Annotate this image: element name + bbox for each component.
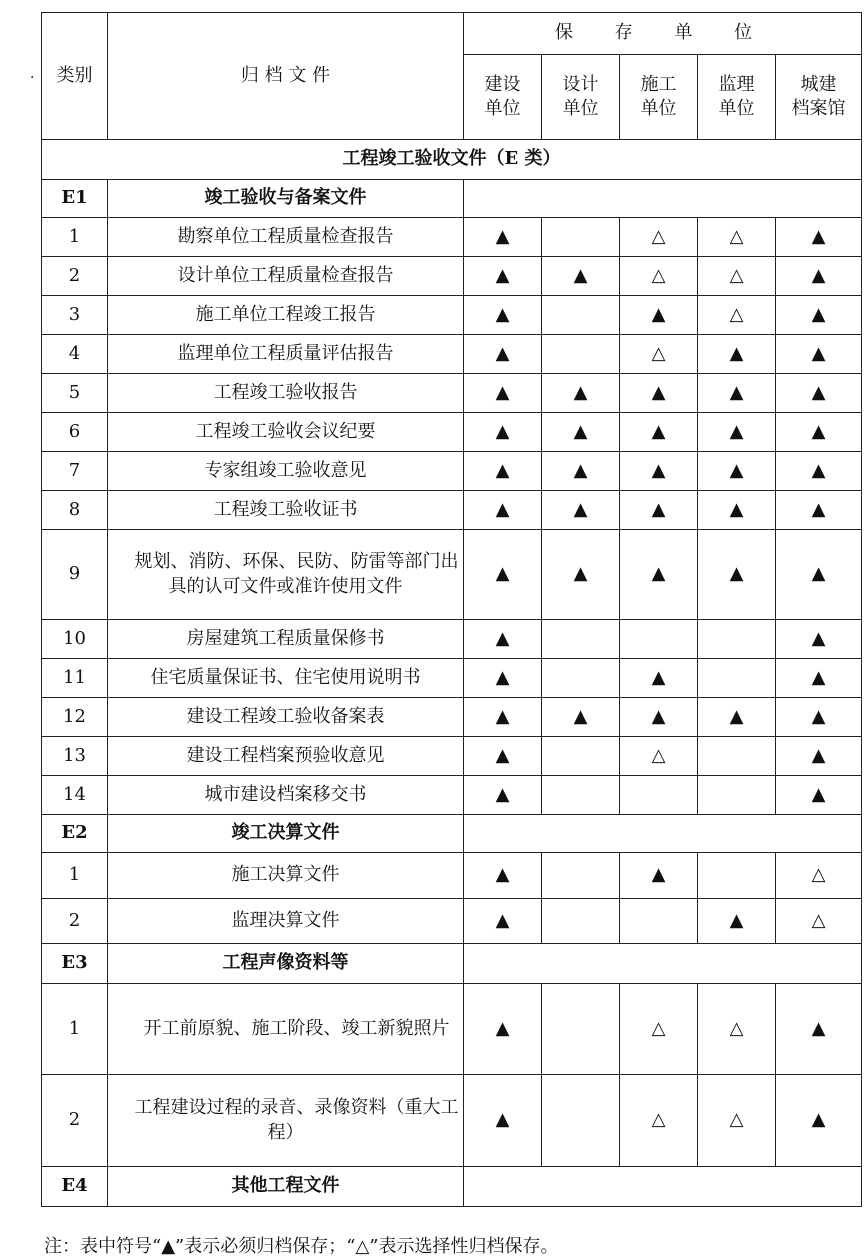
archive-mark: △ — [620, 1075, 698, 1167]
file-name: 规划、消防、环保、民防、防雷等部门出具的认可文件或准许使用文件 — [108, 530, 464, 620]
table-row — [42, 530, 862, 620]
row-number: 8 — [42, 491, 108, 530]
file-name: 工程竣工验收证书 — [108, 491, 464, 530]
archive-mark: ▲ — [776, 218, 862, 257]
table-row — [42, 620, 862, 659]
group-units-blank — [464, 1167, 862, 1207]
row-number: 5 — [42, 374, 108, 413]
archive-mark: ▲ — [698, 530, 776, 620]
group-title: 其他工程文件 — [108, 1167, 464, 1207]
archive-mark — [620, 899, 698, 944]
archive-mark: ▲ — [464, 1075, 542, 1167]
archive-mark: ▲ — [542, 413, 620, 452]
archive-mark: ▲ — [620, 296, 698, 335]
archive-mark: ▲ — [464, 452, 542, 491]
group-units-blank — [464, 180, 862, 218]
table-row — [42, 335, 862, 374]
archive-mark: ▲ — [776, 413, 862, 452]
archive-mark: △ — [620, 335, 698, 374]
archive-mark: ▲ — [776, 530, 862, 620]
archive-mark: ▲ — [464, 853, 542, 899]
table-row — [42, 413, 862, 452]
archive-mark: △ — [776, 899, 862, 944]
archive-mark: ▲ — [464, 296, 542, 335]
archive-mark: △ — [620, 737, 698, 776]
archive-mark — [542, 776, 620, 815]
archive-mark: ▲ — [698, 374, 776, 413]
section-row — [42, 140, 862, 180]
archive-mark — [542, 899, 620, 944]
archive-mark: ▲ — [776, 620, 862, 659]
archive-mark — [542, 620, 620, 659]
archive-mark: ▲ — [464, 659, 542, 698]
archive-mark: ▲ — [620, 530, 698, 620]
archive-mark: ▲ — [620, 853, 698, 899]
table-row — [42, 737, 862, 776]
file-name: 工程建设过程的录音、录像资料（重大工程） — [108, 1075, 464, 1167]
section-title: 工程竣工验收文件（E 类） — [42, 140, 862, 180]
file-name: 开工前原貌、施工阶段、竣工新貌照片 — [108, 984, 464, 1075]
archive-mark: △ — [698, 984, 776, 1075]
archive-table-body — [42, 13, 862, 1207]
archive-mark: ▲ — [776, 737, 862, 776]
row-number: 14 — [42, 776, 108, 815]
table-row — [42, 296, 862, 335]
archive-mark: ▲ — [542, 491, 620, 530]
archive-mark — [542, 737, 620, 776]
table-row — [42, 452, 862, 491]
archive-mark: ▲ — [464, 620, 542, 659]
archive-mark: ▲ — [464, 257, 542, 296]
archive-mark: ▲ — [620, 413, 698, 452]
header-row — [42, 13, 862, 55]
table-row — [42, 257, 862, 296]
archive-mark: ▲ — [776, 374, 862, 413]
archive-mark: ▲ — [776, 335, 862, 374]
archive-mark: ▲ — [698, 491, 776, 530]
file-name: 施工决算文件 — [108, 853, 464, 899]
row-number: 12 — [42, 698, 108, 737]
header-units: 保 存 单 位 — [464, 13, 862, 55]
unit-builder: 施工 单位 — [620, 55, 698, 140]
archive-mark: ▲ — [464, 335, 542, 374]
archive-mark: ▲ — [776, 491, 862, 530]
table-row — [42, 491, 862, 530]
table-row — [42, 659, 862, 698]
unit-supervision: 监理 单位 — [698, 55, 776, 140]
row-number: 1 — [42, 853, 108, 899]
unit-design: 设计 单位 — [542, 55, 620, 140]
group-code: E1 — [42, 180, 108, 218]
archive-mark: ▲ — [776, 296, 862, 335]
archive-mark: ▲ — [464, 491, 542, 530]
group-row — [42, 180, 862, 218]
archive-mark: ▲ — [776, 452, 862, 491]
archive-mark: △ — [776, 853, 862, 899]
header-category: 类别 — [42, 13, 108, 140]
table-row — [42, 374, 862, 413]
archive-mark: △ — [698, 218, 776, 257]
archive-mark — [620, 620, 698, 659]
file-name: 建设工程竣工验收备案表 — [108, 698, 464, 737]
archive-mark: △ — [698, 1075, 776, 1167]
archive-mark: ▲ — [776, 659, 862, 698]
unit-construction: 建设 单位 — [464, 55, 542, 140]
row-number: 1 — [42, 218, 108, 257]
file-name: 城市建设档案移交书 — [108, 776, 464, 815]
archive-mark: ▲ — [542, 530, 620, 620]
archive-mark: ▲ — [698, 413, 776, 452]
row-number: 2 — [42, 1075, 108, 1167]
archive-mark: ▲ — [620, 491, 698, 530]
group-title: 竣工决算文件 — [108, 815, 464, 853]
archive-table — [41, 12, 862, 1207]
file-name: 设计单位工程质量检查报告 — [108, 257, 464, 296]
archive-mark — [698, 776, 776, 815]
archive-mark: ▲ — [698, 452, 776, 491]
group-title: 工程声像资料等 — [108, 944, 464, 984]
row-number: 2 — [42, 257, 108, 296]
table-row — [42, 1075, 862, 1167]
archive-mark: ▲ — [464, 899, 542, 944]
row-number: 9 — [42, 530, 108, 620]
archive-mark — [542, 1075, 620, 1167]
table-row — [42, 698, 862, 737]
archive-mark: ▲ — [620, 659, 698, 698]
file-name: 工程竣工验收会议纪要 — [108, 413, 464, 452]
archive-mark — [620, 776, 698, 815]
archive-mark: ▲ — [542, 452, 620, 491]
archive-mark: ▲ — [464, 218, 542, 257]
unit-archive: 城建 档案馆 — [776, 55, 862, 140]
file-name: 勘察单位工程质量检查报告 — [108, 218, 464, 257]
archive-mark: △ — [620, 257, 698, 296]
group-code: E4 — [42, 1167, 108, 1207]
archive-mark — [542, 659, 620, 698]
row-number: 10 — [42, 620, 108, 659]
archive-mark: ▲ — [698, 698, 776, 737]
file-name: 监理单位工程质量评估报告 — [108, 335, 464, 374]
stray-mark: · — [30, 70, 35, 86]
table-note: 注：表中符号“▲”表示必须归档保存；“△”表示选择性归档保存。 — [44, 1236, 559, 1257]
archive-mark: ▲ — [698, 899, 776, 944]
archive-mark: ▲ — [464, 984, 542, 1075]
archive-mark: ▲ — [776, 776, 862, 815]
group-code: E3 — [42, 944, 108, 984]
row-number: 13 — [42, 737, 108, 776]
file-name: 工程竣工验收报告 — [108, 374, 464, 413]
file-name: 专家组竣工验收意见 — [108, 452, 464, 491]
group-row — [42, 944, 862, 984]
archive-mark: ▲ — [542, 374, 620, 413]
archive-mark: ▲ — [464, 737, 542, 776]
archive-mark — [698, 659, 776, 698]
archive-mark: ▲ — [464, 413, 542, 452]
table-row — [42, 853, 862, 899]
archive-mark — [698, 620, 776, 659]
file-name: 住宅质量保证书、住宅使用说明书 — [108, 659, 464, 698]
file-name: 监理决算文件 — [108, 899, 464, 944]
file-name: 房屋建筑工程质量保修书 — [108, 620, 464, 659]
row-number: 11 — [42, 659, 108, 698]
archive-mark — [698, 853, 776, 899]
archive-mark — [542, 984, 620, 1075]
row-number: 1 — [42, 984, 108, 1075]
row-number: 7 — [42, 452, 108, 491]
header-file: 归 档 文 件 — [108, 13, 464, 140]
row-number: 4 — [42, 335, 108, 374]
table-row — [42, 776, 862, 815]
archive-mark: ▲ — [776, 257, 862, 296]
archive-mark: ▲ — [776, 1075, 862, 1167]
archive-mark: △ — [698, 257, 776, 296]
archive-mark: ▲ — [776, 984, 862, 1075]
archive-mark — [542, 853, 620, 899]
archive-mark — [698, 737, 776, 776]
archive-mark — [542, 335, 620, 374]
archive-mark: △ — [620, 984, 698, 1075]
file-name: 建设工程档案预验收意见 — [108, 737, 464, 776]
group-units-blank — [464, 944, 862, 984]
row-number: 6 — [42, 413, 108, 452]
group-title: 竣工验收与备案文件 — [108, 180, 464, 218]
archive-mark: ▲ — [620, 698, 698, 737]
group-row — [42, 1167, 862, 1207]
group-row — [42, 815, 862, 853]
file-name: 施工单位工程竣工报告 — [108, 296, 464, 335]
archive-mark — [542, 296, 620, 335]
archive-mark: ▲ — [776, 698, 862, 737]
row-number: 2 — [42, 899, 108, 944]
archive-mark: ▲ — [464, 374, 542, 413]
archive-mark: ▲ — [464, 776, 542, 815]
group-units-blank — [464, 815, 862, 853]
archive-mark: ▲ — [698, 335, 776, 374]
group-code: E2 — [42, 815, 108, 853]
row-number: 3 — [42, 296, 108, 335]
table-row — [42, 899, 862, 944]
archive-mark: ▲ — [542, 698, 620, 737]
archive-mark: ▲ — [464, 698, 542, 737]
archive-mark: △ — [620, 218, 698, 257]
archive-mark: △ — [698, 296, 776, 335]
archive-mark: ▲ — [620, 452, 698, 491]
archive-mark — [542, 218, 620, 257]
archive-mark: ▲ — [464, 530, 542, 620]
archive-mark: ▲ — [542, 257, 620, 296]
archive-mark: ▲ — [620, 374, 698, 413]
table-row — [42, 218, 862, 257]
table-row — [42, 984, 862, 1075]
